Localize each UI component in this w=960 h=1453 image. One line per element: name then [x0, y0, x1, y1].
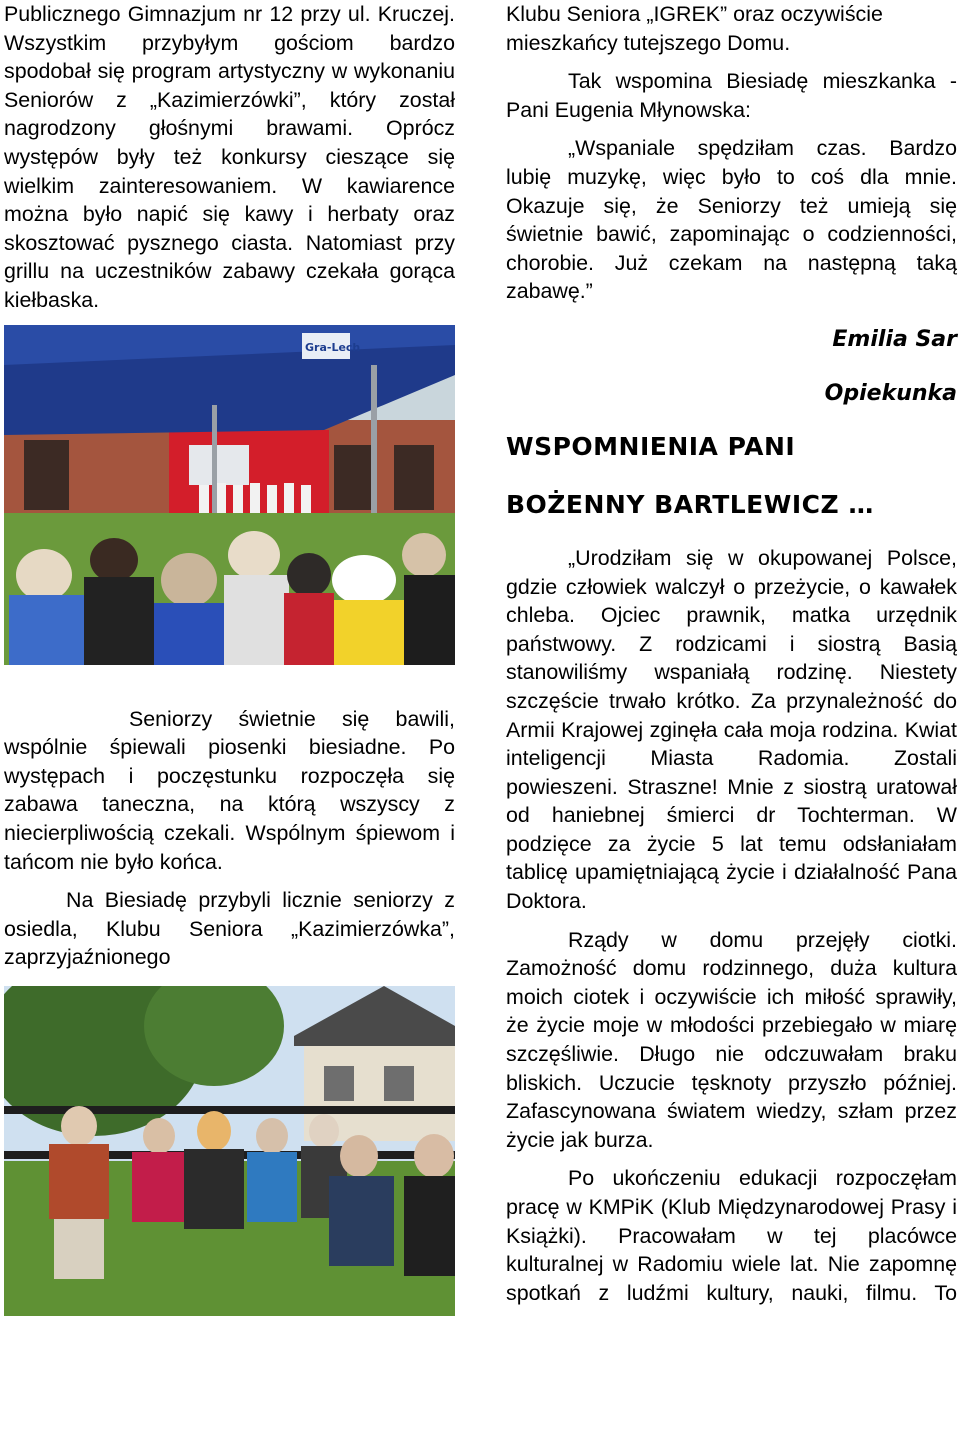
- banner-text: Gra-Lech: [305, 340, 361, 354]
- section-heading-line-1: WSPOMNIENIA PANI: [506, 431, 796, 461]
- left-paragraph-1: Publicznego Gimnazjum nr 12 przy ul. Kruczej. Wszystkim przybyłym gościom bardzo spodobał się program artystyczny w wykonaniu Seniorów z „Kazimierzówki”, który został nagrodzony głośnymi brawami. Oprócz występów były też konkursy cieszące się wielkim zainteresowaniem. W kawiarence można było napić się kawy i herbaty oraz skosztować pysznego ciasta. Natomiast przy grillu na uczestników zabawy czekała gorąca kiełbaska.: [4, 2, 455, 312]
- photo-festival-stage: [4, 325, 455, 665]
- memoir-paragraph-3: Po ukończeniu edukacji rozpoczęłam pracę w KMPiK (Klub Międzynarodowej Prasy i Książki). Pracowałam w tej placówce kulturalnej w Radomiu wiele lat. Nie zapomnę spotkań z ludźmi kultury, nauki, filmu. To: [506, 1166, 957, 1305]
- photo-seniors-garden: [4, 986, 455, 1316]
- left-column: [4, 0, 455, 1316]
- left-paragraph-2: Seniorzy świetnie się bawili, wspólnie śpiewali piosenki biesiadne. Po występach i poczęstunku rozpoczęła się zabawa taneczna, na którą wszyscy z niecierpliwością czekali. Wspólnym śpiewom i tańcom nie było końca.: [4, 706, 455, 874]
- section-heading-line-2: BOŻENNY BARTLEWICZ …: [506, 489, 874, 519]
- photo-seniors-garden-image: [4, 986, 455, 1316]
- right-paragraph-1: Klubu Seniora „IGREK” oraz oczywiście mieszkańcy tutejszego Domu.: [506, 2, 883, 55]
- right-paragraph-2: Tak wspomina Biesiadę mieszkanka - Pani Eugenia Młynowska:: [506, 69, 957, 122]
- photo-festival-stage-image: [4, 325, 455, 665]
- quote-paragraph: „Wspaniale spędziłam czas. Bardzo lubię muzykę, więc było to coś dla mnie. Okazuje się, że Seniorzy też umieją się świetnie bawić, zapominając o codzienności, chorobie. Już czekam na następną taką zabawę.”: [506, 136, 957, 304]
- memoir-paragraph-2: Rządy w domu przejęły ciotki. Zamożność domu rodzinnego, duża kultura moich ciotek i oczywiście ich miłość sprawiły, że życie moje w młodości przebiegało w miarę szczęśliwie. Długo nie odczuwałam braku bliskich. Uczucie tęsknoty przyszło później. Zafascynowana światem wiedzy, szłam przez życie jak burza.: [506, 927, 957, 1152]
- left-paragraph-3: Na Biesiadę przybyli licznie seniorzy z osiedla, Klubu Seniora „Kazimierzówka”, zaprzyjaźnionego: [4, 888, 455, 970]
- signature-role: Opiekunka: [824, 380, 957, 406]
- right-column: [506, 0, 957, 1307]
- signature-name: Emilia Sar: [832, 326, 957, 352]
- memoir-paragraph-1: „Urodziłam się w okupowanej Polsce, gdzie człowiek walczył o przeżycie, o kawałek chleba. Ojciec prawnik, matka urzędnik państwowy. Z rodzicami i siostrą Basią stanowiliśmy wspaniałą rodzinę. Niestety szczęście trwało krótko. Za przynależność do Armii Krajowej zginęła cała moja rodzina. Kwiat inteligencji Miasta Radomia. Zostali powieszeni. Straszne! Mnie z siostrą uratował od haniebnej śmierci dr Tochterman. W podzięce za życie 5 lat temu odsłaniałam tablicę upamiętniającą życie i działalność Pana Doktora.: [506, 545, 957, 914]
